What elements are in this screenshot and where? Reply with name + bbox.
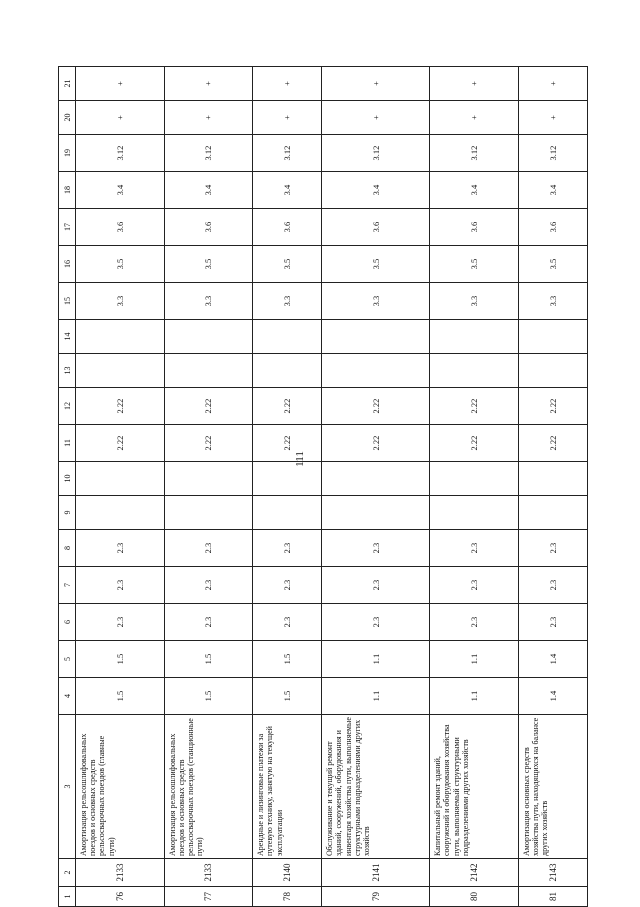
table-cell: 3.4 <box>164 172 253 209</box>
table-cell <box>253 320 322 354</box>
column-header: 8 <box>59 530 76 567</box>
table-row <box>253 67 322 907</box>
table-cell: 3.12 <box>253 135 322 172</box>
table-cell: 3.5 <box>164 246 253 283</box>
table-cell <box>322 354 430 388</box>
column-header: 17 <box>59 209 76 246</box>
data-table <box>58 66 588 907</box>
page-number: 111 <box>294 451 306 467</box>
table-cell: 3.6 <box>518 209 587 246</box>
row-description: Обслуживание и текущий ремонт зданий, сооружений, оборудования и инвентаря хозяйства пути, выполняемые структурными подразделениями других хозяйств <box>322 715 430 859</box>
column-header: 15 <box>59 283 76 320</box>
table-cell: 2.3 <box>518 567 587 604</box>
table-cell: 2.22 <box>76 388 165 425</box>
row-description: Амортизация рельсошлифовальных поездов и основных средств рельсосварочных поездов (главные пути) <box>76 715 165 859</box>
table-cell: 3.4 <box>76 172 165 209</box>
table-cell: 2.22 <box>322 425 430 462</box>
table-cell: 1.4 <box>518 678 587 715</box>
table-cell: 3.6 <box>164 209 253 246</box>
row-number: 80 <box>430 887 519 907</box>
table-cell: 2.3 <box>430 567 519 604</box>
header-row <box>59 67 76 907</box>
table-cell: 3.12 <box>322 135 430 172</box>
table-cell: + <box>253 101 322 135</box>
table-cell <box>164 462 253 496</box>
table-cell: 1.1 <box>322 641 430 678</box>
row-number: 76 <box>76 887 165 907</box>
table-cell: 1.1 <box>322 678 430 715</box>
table-cell <box>253 496 322 530</box>
table-cell: 3.4 <box>430 172 519 209</box>
table-cell <box>322 320 430 354</box>
column-header: 14 <box>59 320 76 354</box>
table-cell: 3.3 <box>518 283 587 320</box>
table-cell: 3.3 <box>76 283 165 320</box>
table-cell: 1.4 <box>518 641 587 678</box>
table-cell: 2.3 <box>322 530 430 567</box>
row-description: Капитальный ремонт зданий, сооружений и оборудования хозяйства пути, выполняемый структурными подразделениями других хозяйств <box>430 715 519 859</box>
table-cell <box>430 320 519 354</box>
table-cell: 2.22 <box>430 388 519 425</box>
table-cell <box>430 462 519 496</box>
table-cell: 2.3 <box>253 567 322 604</box>
table-cell: 2.22 <box>430 425 519 462</box>
table-cell <box>76 496 165 530</box>
table-cell: 2.22 <box>164 425 253 462</box>
column-header: 1 <box>59 887 76 907</box>
column-header: 3 <box>59 715 76 859</box>
table-cell: + <box>430 101 519 135</box>
column-header: 12 <box>59 388 76 425</box>
table-cell <box>76 354 165 388</box>
table-cell: + <box>76 101 165 135</box>
column-header: 13 <box>59 354 76 388</box>
table-cell <box>518 320 587 354</box>
table-cell: + <box>322 67 430 101</box>
table-cell: 1.5 <box>253 678 322 715</box>
column-header: 7 <box>59 567 76 604</box>
table-cell <box>76 462 165 496</box>
column-header: 16 <box>59 246 76 283</box>
table-landscape <box>58 79 588 907</box>
column-header: 9 <box>59 496 76 530</box>
table-cell <box>518 462 587 496</box>
table-cell: 3.4 <box>322 172 430 209</box>
table-cell: 2.3 <box>164 530 253 567</box>
table-cell: 1.5 <box>164 641 253 678</box>
table-row <box>76 67 165 907</box>
table-cell <box>253 462 322 496</box>
table-cell: 3.3 <box>322 283 430 320</box>
table-cell <box>518 354 587 388</box>
row-number: 81 <box>518 887 587 907</box>
table-cell: + <box>253 67 322 101</box>
table-cell: 2.22 <box>76 425 165 462</box>
table-cell: 1.5 <box>164 678 253 715</box>
table-cell: 3.6 <box>430 209 519 246</box>
column-header: 4 <box>59 678 76 715</box>
table-row <box>164 67 253 907</box>
table-cell: + <box>518 101 587 135</box>
account-code: 2141 <box>322 859 430 887</box>
table-cell: 2.22 <box>518 425 587 462</box>
table-cell: 1.1 <box>430 678 519 715</box>
row-number: 77 <box>164 887 253 907</box>
row-number: 78 <box>253 887 322 907</box>
table-cell: 2.3 <box>76 604 165 641</box>
table-cell: 1.1 <box>430 641 519 678</box>
column-header: 20 <box>59 101 76 135</box>
table-cell: 2.3 <box>430 604 519 641</box>
table-cell: 3.6 <box>322 209 430 246</box>
table-cell <box>164 320 253 354</box>
column-header: 2 <box>59 859 76 887</box>
table-cell: 2.3 <box>518 604 587 641</box>
table-cell: 2.3 <box>164 604 253 641</box>
table-row <box>322 67 430 907</box>
table-cell: 3.4 <box>253 172 322 209</box>
table-cell: 2.3 <box>430 530 519 567</box>
table-cell: + <box>164 67 253 101</box>
table-cell: 2.3 <box>518 530 587 567</box>
table-cell <box>322 496 430 530</box>
table-cell <box>430 354 519 388</box>
table-cell <box>164 496 253 530</box>
table-cell: 2.3 <box>164 567 253 604</box>
table-cell: 2.3 <box>322 567 430 604</box>
column-header: 19 <box>59 135 76 172</box>
column-header: 11 <box>59 425 76 462</box>
table-cell: + <box>76 67 165 101</box>
table-cell: 1.5 <box>76 678 165 715</box>
table-rotation-frame <box>58 79 588 907</box>
table-cell: + <box>518 67 587 101</box>
table-cell <box>518 496 587 530</box>
table-cell: 2.22 <box>518 388 587 425</box>
table-cell <box>164 354 253 388</box>
table-cell: 1.5 <box>76 641 165 678</box>
table-cell: 1.5 <box>253 641 322 678</box>
table-cell <box>430 496 519 530</box>
account-code: 2133 <box>76 859 165 887</box>
table-cell: 3.3 <box>253 283 322 320</box>
account-code: 2133 <box>164 859 253 887</box>
table-cell: 3.6 <box>76 209 165 246</box>
account-code: 2140 <box>253 859 322 887</box>
table-cell: 3.5 <box>518 246 587 283</box>
column-header: 5 <box>59 641 76 678</box>
table-cell: 2.3 <box>322 604 430 641</box>
table-cell: 2.3 <box>76 530 165 567</box>
table-cell: + <box>322 101 430 135</box>
account-code: 2142 <box>430 859 519 887</box>
table-cell: 2.3 <box>76 567 165 604</box>
table-cell: 3.12 <box>430 135 519 172</box>
column-header: 10 <box>59 462 76 496</box>
table-cell <box>76 320 165 354</box>
table-cell: 3.12 <box>518 135 587 172</box>
table-cell: 2.22 <box>322 388 430 425</box>
table-cell: 3.4 <box>518 172 587 209</box>
table-cell: 2.3 <box>253 604 322 641</box>
row-description: Арендные и лизинговые платежи за путевую технику, занятую на текущей эксплуатации <box>253 715 322 859</box>
table-cell: 3.12 <box>76 135 165 172</box>
table-cell: + <box>164 101 253 135</box>
column-header: 21 <box>59 67 76 101</box>
table-cell: 3.12 <box>164 135 253 172</box>
table-cell: 3.5 <box>430 246 519 283</box>
table-cell: 3.5 <box>76 246 165 283</box>
table-row <box>518 67 587 907</box>
table-cell: 3.5 <box>253 246 322 283</box>
table-cell: 2.22 <box>253 388 322 425</box>
table-cell: 3.6 <box>253 209 322 246</box>
table-cell: + <box>430 67 519 101</box>
table-cell: 3.3 <box>164 283 253 320</box>
table-cell: 2.22 <box>253 425 322 462</box>
column-header: 6 <box>59 604 76 641</box>
row-description: Амортизация рельсошлифовальных поездов и основных средств рельсосварочных поездов (станционные пути) <box>164 715 253 859</box>
row-number: 79 <box>322 887 430 907</box>
row-description: Амортизация основных средств хозяйства пути, находящихся на балансе других хозяйств <box>518 715 587 859</box>
table-row <box>430 67 519 907</box>
table-cell: 3.5 <box>322 246 430 283</box>
account-code: 2143 <box>518 859 587 887</box>
table-cell <box>253 354 322 388</box>
column-header: 18 <box>59 172 76 209</box>
table-cell: 2.3 <box>253 530 322 567</box>
table-cell: 3.3 <box>430 283 519 320</box>
table-cell: 2.22 <box>164 388 253 425</box>
table-cell <box>322 462 430 496</box>
